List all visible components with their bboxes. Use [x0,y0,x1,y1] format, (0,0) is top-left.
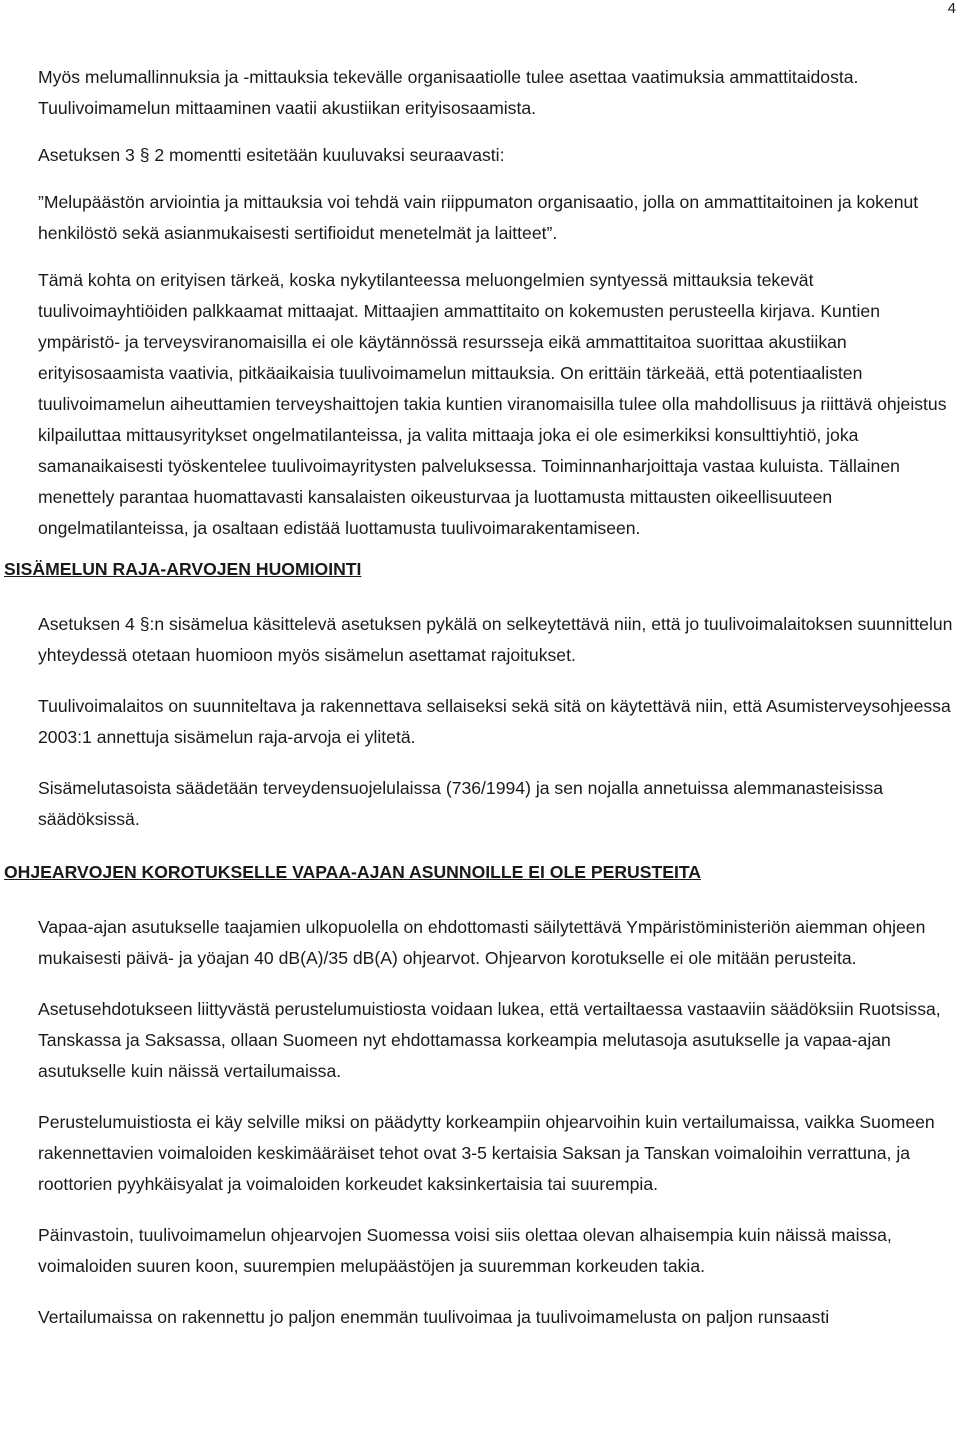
heading-indoor-noise-limits: SISÄMELUN RAJA-ARVOJEN HUOMIOINTI [4,559,362,579]
paragraph-quoted-requirement: ”Melupäästön arviointia ja mittauksia voi tehdä vain riippumaton organisaatio, jolla on ammattitaitoinen ja kokenut henkilöstö sekä asianmukaisesti sertifioidut menetelmät ja laitteet”. [38,192,919,243]
paragraph-comparison-experience: Vertailumaissa on rakennettu jo paljon enemmän tuulivoimaa ja tuulivoimamelusta on paljon runsaasti [38,1307,830,1327]
paragraph-measurement-competence: Myös melumallinnuksia ja -mittauksia tekevälle organisaatiolle tulee asettaa vaatimuksia ammattitaidosta. Tuulivoimamelun mittaaminen vaatii akustiikan erityisosaamista. [38,67,859,118]
page-number: 4 [947,0,956,17]
paragraph-lower-limits: Päinvastoin, tuulivoimamelun ohjearvojen Suomessa voisi siis olettaa olevan alhaisempia kuin näissä maissa, voimaloiden suuren koon, suurempien melupäästöjen ja suuremman korkeuden takia. [38,1225,892,1276]
paragraph-leisure-housing: Vapaa-ajan asutukselle taajamien ulkopuolella on ehdottomasti säilytettävä Ympäristöministeriön aiemman ohjeen mukaisesti päivä- ja yöajan 40 dB(A)/35 dB(A) ohjearvot. Ohjearvon korotukselle ei ole mitään perusteita. [38,917,926,968]
heading-leisure-housing-guidelines: OHJEARVOJEN KOROTUKSELLE VAPAA-AJAN ASUNNOILLE EI OLE PERUSTEITA [4,862,701,882]
paragraph-importance: Tämä kohta on erityisen tärkeä, koska nykytilanteessa meluongelmien syntyessä mittauksia tekevät tuulivoimayhtiöiden palkkaamat mittaajat. Mittaajien ammattitaito on kokemusten perusteella kirjava. Kuntien ympäristö- ja terveysviranomaisilla ei ole käytännössä resursseja eikä ammattitaitoa suorittaa akustiikan erityisosaamista vaativia, pitkäaikaisia tuulivoimamelun mittauksia. On erittäin tärkeää, että potentiaalisten tuulivoimamelun aiheuttamien terveyshaittojen takia kuntien viranomaisilla tulee olla mahdollisuus ja riittävä ohjeistus kilpailuttaa mittausyritykset ongelmatilanteissa, ja valita mittaaja joka ei ole esimerkiksi konsulttiyhtiö, joka samanaikaisesti työskentelee tuulivoimayritysten palveluksessa. Toiminnanharjoittaja vastaa kuluista. Tällainen menettely parantaa huomattavasti kansalaisten oikeusturvaa ja luottamusta mittausten oikeellisuuteen ongelmatilanteissa, ja osaltaan edistää luottamusta tuulivoimarakentamiseen. [38,270,947,538]
paragraph-health-protection-law: Sisämelutasoista säädetään terveydensuojelulaissa (736/1994) ja sen nojalla annetuissa alemmanasteisissa säädöksissä. [38,778,884,829]
paragraph-section-4: Asetuksen 4 §:n sisämelua käsittelevä asetuksen pykälä on selkeytettävä niin, että jo tuulivoimalaitoksen suunnittelun yhteydessä otetaan huomioon myös sisämelun asettamat rajoitukset. [38,614,953,665]
paragraph-design-requirement: Tuulivoimalaitos on suunniteltava ja rakennettava sellaiseksi sekä sitä on käytettävä niin, että Asumisterveysohjeessa 2003:1 annettuja sisämelun raja-arvoja ei ylitetä. [38,696,951,747]
paragraph-comparison-countries: Asetusehdotukseen liittyvästä perustelumuistiosta voidaan lukea, että vertailtaessa vastaaviin säädöksiin Ruotsissa, Tanskassa ja Saksassa, ollaan Suomeen nyt ehdottamassa korkeampia melutasoja asutukselle ja vapaa-ajan asutukselle kuin näissä vertailumaissa. [38,999,941,1081]
paragraph-turbine-size: Perustelumuistiosta ei käy selville miksi on päädytty korkeampiin ohjearvoihin kuin vertailumaissa, vaikka Suomeen rakennettavien voimaloiden keskimääräiset tehot ovat 3-5 kertaisia Saksan ja Tanskan voimaloihin verrattuna, ja roottorien pyyhkäisyalat ja voimaloiden korkeudet kaksinkertaisia tai suurempia. [38,1112,935,1194]
document-body [4,62,954,1333]
paragraph-section-3-intro: Asetuksen 3 § 2 momentti esitetään kuuluvaksi seuraavasti: [38,145,505,165]
